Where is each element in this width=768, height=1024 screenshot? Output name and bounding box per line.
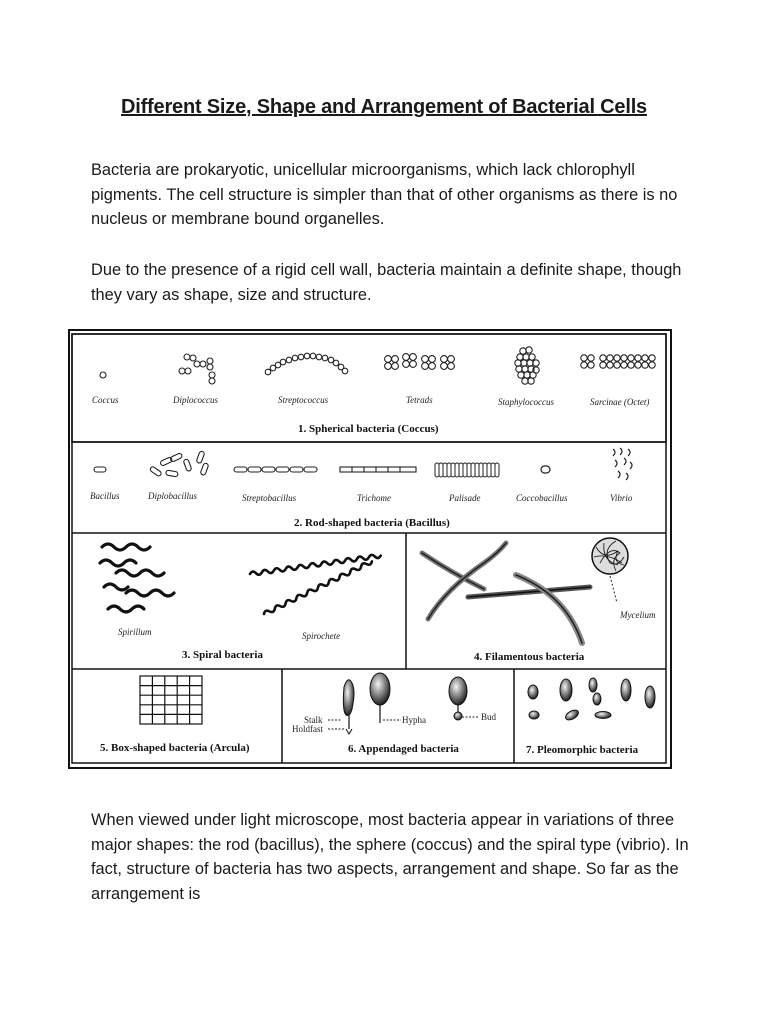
streptococcus-drawing xyxy=(265,353,348,375)
label-sarcinae: Sarcinae (Octet) xyxy=(590,397,650,407)
label-spirillum: Spirillum xyxy=(118,627,152,637)
caption-pleomorphic: 7. Pleomorphic bacteria xyxy=(526,744,639,756)
shapes-paragraph: When viewed under light microscope, most bacteria appear in variations of three major shapes: the rod (bacillus), the sphere (coccus) and the spiral type (vibrio). In fact, structure of bacteria has two aspects, arrangement and shape. So far as the arrangement is xyxy=(91,811,689,903)
diplobacillus-drawing xyxy=(149,451,209,477)
caption-rod: 2. Rod-shaped bacteria (Bacillus) xyxy=(294,517,450,529)
label-coccobacillus: Coccobacillus xyxy=(516,493,568,503)
spirochete-drawing xyxy=(250,554,381,616)
intro-paragraph: Bacteria are prokaryotic, unicellular microorganisms, which lack chlorophyll pigments. The cell structure is simpler than that of other organisms as there is no nucleus or membrane bound organelles. xyxy=(91,161,678,228)
coccus-drawing xyxy=(100,372,106,378)
trichome-drawing xyxy=(340,467,416,472)
label-bud: Bud xyxy=(481,712,497,722)
label-vibrio: Vibrio xyxy=(610,493,633,503)
label-staphylococcus: Staphylococcus xyxy=(498,397,554,407)
page-title: Different Size, Shape and Arrangement of Bacterial Cells xyxy=(121,96,647,118)
palisade-drawing xyxy=(435,463,499,477)
cell-wall-paragraph: Due to the presence of a rigid cell wall, bacteria maintain a definite shape, though they vary as shape, size and structure. xyxy=(91,261,682,304)
label-diplococcus: Diplococcus xyxy=(173,395,218,405)
streptobacillus-drawing xyxy=(234,467,317,472)
label-hypha: Hypha xyxy=(402,715,426,725)
caption-filamentous: 4. Filamentous bacteria xyxy=(474,651,585,663)
vibrio-drawing xyxy=(613,448,632,480)
coccobacillus-drawing xyxy=(541,466,550,473)
caption-box: 5. Box-shaped bacteria (Arcula) xyxy=(100,742,250,754)
arcula-grid-drawing xyxy=(140,676,202,724)
label-tetrads: Tetrads xyxy=(406,395,433,405)
spirillum-drawing xyxy=(100,544,174,612)
filaments-drawing xyxy=(422,543,590,643)
sarcinae-drawing xyxy=(581,355,655,368)
label-palisade: Palisade xyxy=(449,493,481,503)
label-holdfast: Holdfast xyxy=(292,724,323,734)
label-stalk: Stalk xyxy=(304,715,323,725)
label-streptococcus: Streptococcus xyxy=(278,395,329,405)
label-spirochete: Spirochete xyxy=(302,631,341,641)
caption-spherical: 1. Spherical bacteria (Coccus) xyxy=(298,423,439,435)
bacteria-shapes-figure xyxy=(68,329,672,769)
tetrads-drawing xyxy=(385,354,455,370)
hypha-bacterium-drawing xyxy=(370,673,390,723)
caption-spiral: 3. Spiral bacteria xyxy=(182,649,263,661)
label-mycelium: Mycelium xyxy=(620,610,656,620)
label-diplobacillus: Diplobacillus xyxy=(148,491,197,501)
staphylococcus-drawing xyxy=(515,347,539,384)
pleomorphic-drawing xyxy=(528,678,655,722)
label-trichome: Trichome xyxy=(357,493,392,503)
bacillus-drawing xyxy=(94,467,106,472)
budding-bacterium-drawing xyxy=(449,677,467,720)
label-coccus: Coccus xyxy=(92,395,119,405)
caption-appendaged: 6. Appendaged bacteria xyxy=(348,743,459,755)
label-bacillus: Bacillus xyxy=(90,491,120,501)
label-streptobacillus: Streptobacillus xyxy=(242,493,297,503)
diplococcus-drawing xyxy=(179,354,215,384)
mycelium-drawing xyxy=(592,538,628,603)
stalked-bacterium-drawing xyxy=(343,680,354,734)
